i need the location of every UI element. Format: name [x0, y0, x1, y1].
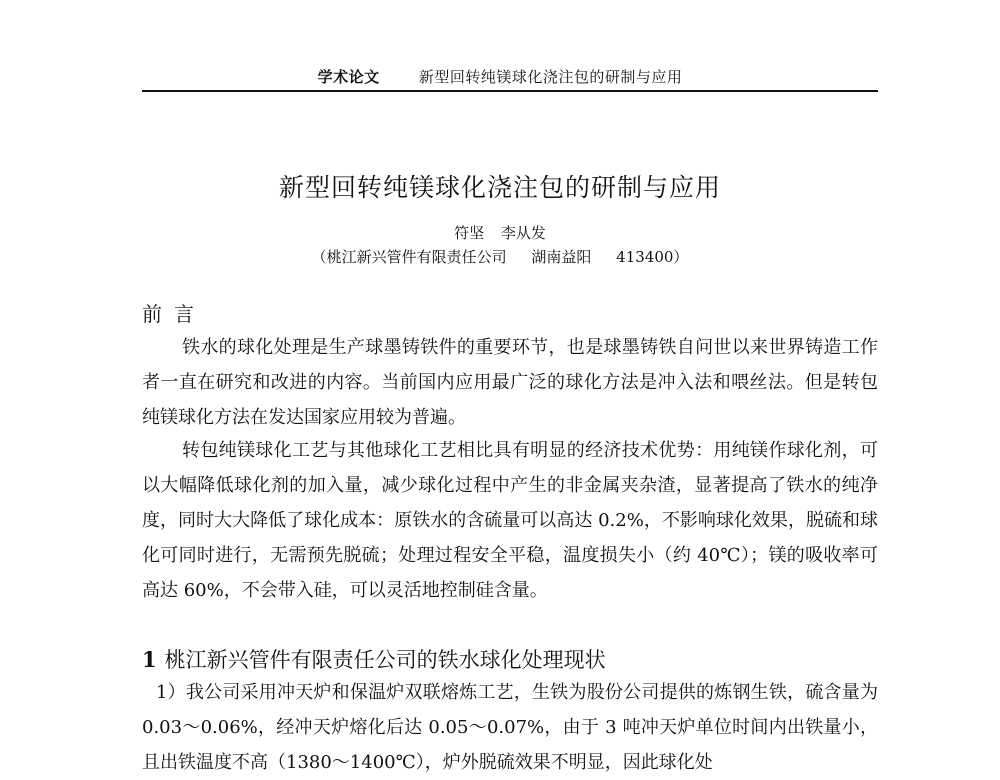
section-title: 桃江新兴管件有限责任公司的铁水球化处理现状 [164, 648, 606, 672]
affiliation-open-paren: （ [311, 248, 327, 266]
affiliation-location: 湖南益阳 [531, 248, 592, 266]
section-heading-1 [142, 644, 606, 674]
author-list [0, 222, 1000, 243]
running-header [0, 66, 1000, 87]
paragraph: 转包纯镁球化工艺与其他球化工艺相比具有明显的经济技术优势：用纯镁作球化剂，可以大幅降低球化剂的加入量，减少球化过程中产生的非金属夹杂渣，显著提高了铁水的纯净度，同时大大降低了球化成本：原铁水的含硫量可以高达 0.2%，不影响球化效果，脱硫和球化可同时进行，无需预先脱硫；处理过程安全平稳，温度损失小（约 40℃）；镁的吸收率可高达 60%，不会带入硅，可以灵活地控制硅含量。 [142, 440, 878, 601]
paper-title: 新型回转纯镁球化浇注包的研制与应用 [278, 173, 721, 202]
affiliation [0, 246, 1000, 267]
affiliation-company: 桃江新兴管件有限责任公司 [326, 248, 507, 266]
running-header-title: 新型回转纯镁球化浇注包的研制与应用 [418, 68, 683, 86]
section-heading-preface: 前言 [142, 302, 206, 326]
author-name: 李从发 [500, 224, 546, 242]
affiliation-close-paren: ） [673, 248, 689, 266]
paragraph: 1）我公司采用冲天炉和保温炉双联熔炼工艺，生铁为股份公司提供的炼钢生铁，硫含量为 0.03～0.06%，经冲天炉熔化后达 0.05～0.07%，由于 3 吨冲天炉单位时间内出铁量小，且出铁温度不高（1380～1400℃），炉外脱硫效果不明显，因此球化处 [142, 682, 878, 773]
section-number: 1 [142, 647, 157, 672]
running-header-category: 学术论文 [317, 68, 380, 86]
paragraph: 铁水的球化处理是生产球墨铸铁件的重要环节，也是球墨铸铁自问世以来世界铸造工作者一直在研究和改进的内容。当前国内应用最广泛的球化方法是冲入法和喂丝法。但是转包纯镁球化方法在发达国家应用较为普遍。 [142, 337, 878, 428]
header-rule [142, 90, 878, 92]
author-name: 符坚 [454, 224, 485, 242]
affiliation-zip: 413400 [616, 248, 674, 266]
